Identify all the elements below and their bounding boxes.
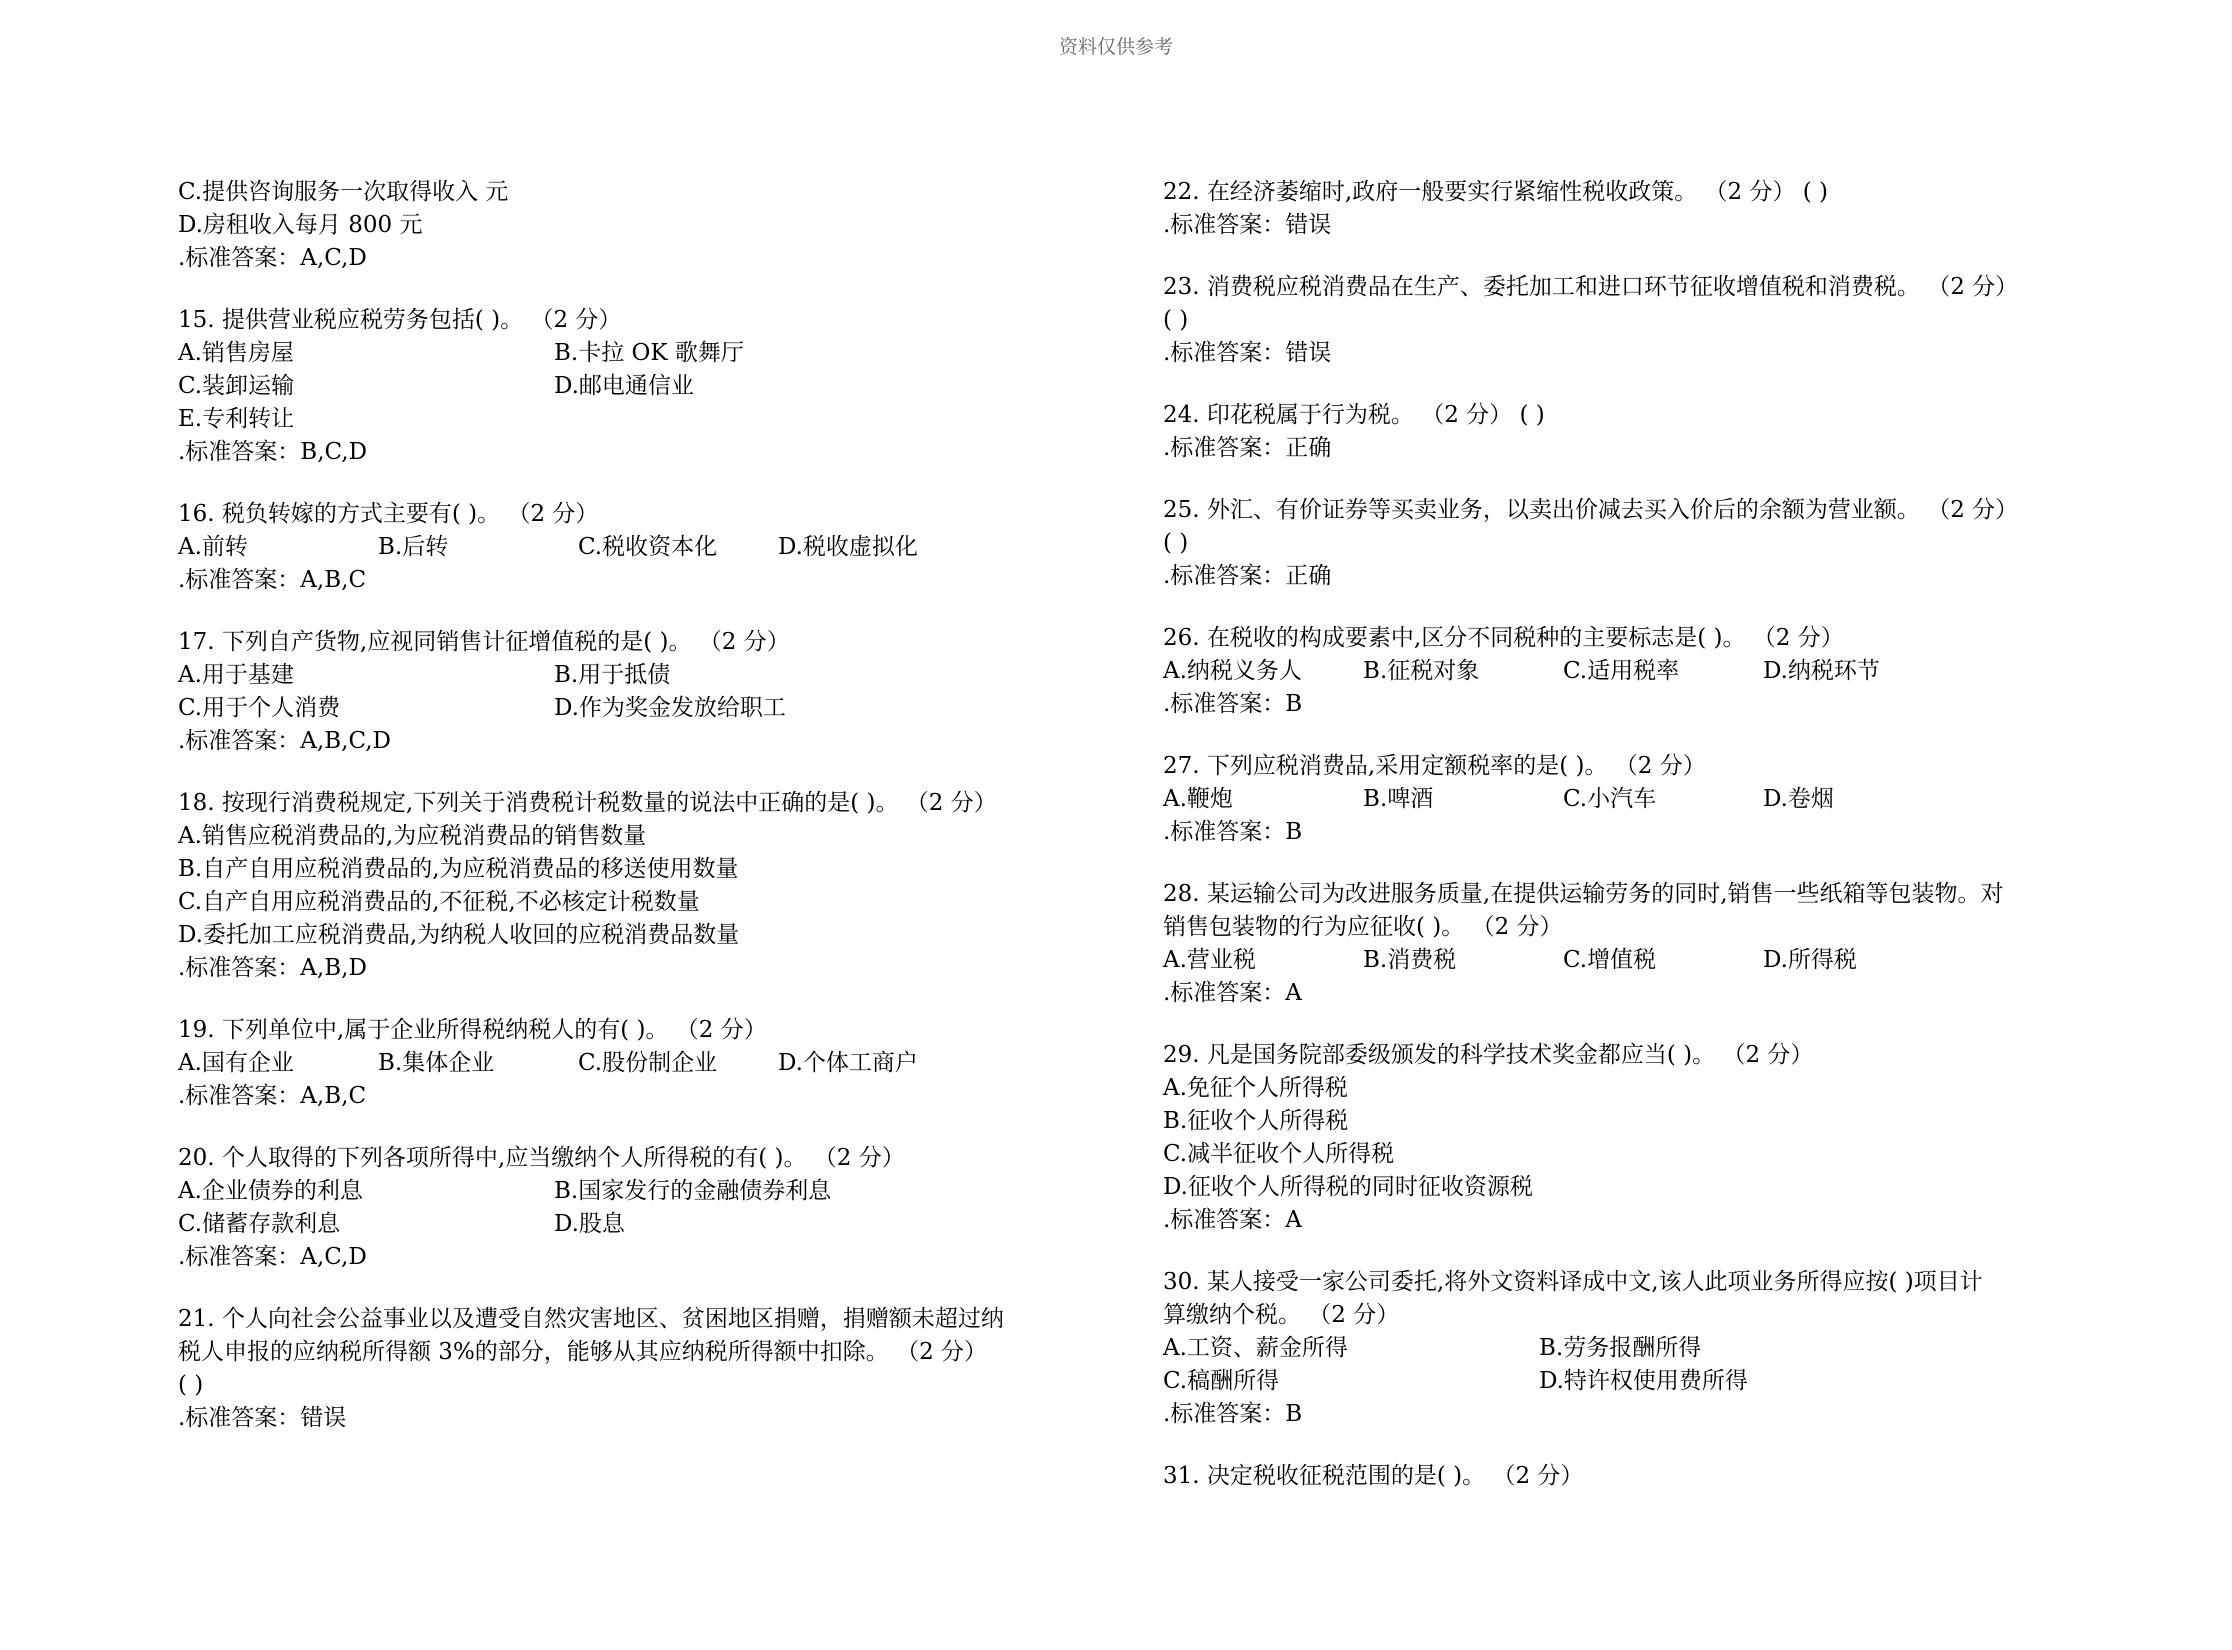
- option-item: D.委托加工应税消费品,为纳税人收回的应税消费品数量: [178, 922, 740, 948]
- option-item: A.企业债券的利息: [178, 1178, 363, 1204]
- spacer: [178, 985, 1083, 1014]
- standard-answer: .标准答案：B: [1163, 691, 1303, 717]
- options-row: [1163, 783, 2083, 816]
- standard-answer: .标准答案：错误: [1163, 212, 1332, 238]
- spacer: [178, 758, 1083, 787]
- option-item: A.销售房屋: [178, 340, 294, 366]
- options-row: [178, 659, 1083, 692]
- spacer: [178, 469, 1083, 498]
- spacer: [1163, 849, 2083, 878]
- question-text: 24. 印花税属于行为税。 （2 分） ( ): [1163, 402, 1545, 428]
- option-item: C.增值税: [1563, 947, 1657, 973]
- text-line: 销售包装物的行为应征收( )。 （2 分）: [1163, 914, 1563, 940]
- options-row: [178, 337, 1083, 370]
- question-text: 22. 在经济萎缩时,政府一般要实行紧缩性税收政策。 （2 分） ( ): [1163, 179, 1829, 205]
- option-item: B.卡拉 OK 歌舞厅: [554, 340, 744, 366]
- text-line: 税人申报的应纳税所得额 3%的部分，能够从其应纳税所得额中扣除。 （2 分）: [178, 1339, 988, 1365]
- question-text: 19. 下列单位中,属于企业所得税纳税人的有( )。 （2 分）: [178, 1017, 767, 1043]
- page-header: 资料仅供参考: [1058, 36, 1173, 58]
- option-item: A.免征个人所得税: [1163, 1075, 1348, 1101]
- option-item: B.啤酒: [1363, 786, 1434, 812]
- option-item: B.后转: [378, 534, 449, 560]
- spacer: [1163, 721, 2083, 750]
- options-row: [178, 692, 1083, 725]
- standard-answer: .标准答案：B: [1163, 819, 1303, 845]
- spacer: [178, 1274, 1083, 1303]
- option-item: D.纳税环节: [1763, 658, 1880, 684]
- spacer: [178, 275, 1083, 304]
- option-item: C.装卸运输: [178, 373, 295, 399]
- option-item: D.房租收入每月 800 元: [178, 212, 423, 238]
- standard-answer: .标准答案：A,B,C,D: [178, 728, 391, 754]
- option-item: B.集体企业: [378, 1050, 495, 1076]
- standard-answer: .标准答案：正确: [1163, 563, 1332, 589]
- options-row: [1163, 1365, 2083, 1398]
- question-text: 18. 按现行消费税规定,下列关于消费税计税数量的说法中正确的是( )。 （2 分）: [178, 790, 997, 816]
- option-item: A.纳税义务人: [1163, 658, 1302, 684]
- option-item: C.小汽车: [1563, 786, 1657, 812]
- option-item: A.鞭炮: [1163, 786, 1233, 812]
- question-text: 30. 某人接受一家公司委托,将外文资料译成中文,该人此项业务所得应按( )项目计: [1163, 1269, 1983, 1295]
- option-item: B.征税对象: [1363, 658, 1480, 684]
- standard-answer: .标准答案：正确: [1163, 435, 1332, 461]
- option-item: D.作为奖金发放给职工: [554, 695, 786, 721]
- spacer: [1163, 465, 2083, 494]
- question-text: 28. 某运输公司为改进服务质量,在提供运输劳务的同时,销售一些纸箱等包装物。对: [1163, 881, 2004, 907]
- option-item: B.劳务报酬所得: [1539, 1335, 1702, 1361]
- standard-answer: .标准答案：A,C,D: [178, 1244, 367, 1270]
- question-text: 23. 消费税应税消费品在生产、委托加工和进口环节征收增值税和消费税。 （2 分）: [1163, 274, 2019, 300]
- option-item: B.用于抵债: [554, 662, 671, 688]
- spacer: [1163, 1431, 2083, 1460]
- options-row: [178, 1175, 1083, 1208]
- option-item: B.消费税: [1363, 947, 1457, 973]
- option-item: B.征收个人所得税: [1163, 1108, 1349, 1134]
- option-item: E.专利转让: [178, 406, 295, 432]
- answer-bracket: ( ): [1163, 307, 1189, 333]
- spacer: [1163, 242, 2083, 271]
- option-item: A.国有企业: [178, 1050, 294, 1076]
- text-line: 算缴纳个税。 （2 分）: [1163, 1302, 1400, 1328]
- option-item: C.稿酬所得: [1163, 1368, 1280, 1394]
- question-text: 17. 下列自产货物,应视同销售计征增值税的是( )。 （2 分）: [178, 629, 790, 655]
- option-item: B.国家发行的金融债券利息: [554, 1178, 832, 1204]
- option-item: A.销售应税消费品的,为应税消费品的销售数量: [178, 823, 647, 849]
- spacer: [1163, 370, 2083, 399]
- option-item: C.储蓄存款利息: [178, 1211, 341, 1237]
- options-row: [1163, 944, 2083, 977]
- option-item: A.前转: [178, 534, 248, 560]
- question-text: 25. 外汇、有价证券等买卖业务，以卖出价减去买入价后的余额为营业额。 （2 分）: [1163, 497, 2019, 523]
- option-item: C.适用税率: [1563, 658, 1680, 684]
- option-item: D.税收虚拟化: [778, 534, 918, 560]
- options-row: [1163, 655, 2083, 688]
- options-row: [178, 1047, 1083, 1080]
- option-item: C.减半征收个人所得税: [1163, 1141, 1395, 1167]
- question-text: 15. 提供营业税应税劳务包括( )。 （2 分）: [178, 307, 622, 333]
- option-item: D.特许权使用费所得: [1539, 1368, 1748, 1394]
- option-item: D.邮电通信业: [554, 373, 694, 399]
- left-column: [178, 176, 1083, 1435]
- question-text: 29. 凡是国务院部委级颁发的科学技术奖金都应当( )。 （2 分）: [1163, 1042, 1814, 1068]
- standard-answer: .标准答案：错误: [1163, 340, 1332, 366]
- option-item: D.征收个人所得税的同时征收资源税: [1163, 1174, 1533, 1200]
- option-item: A.工资、薪金所得: [1163, 1335, 1348, 1361]
- standard-answer: .标准答案：B: [1163, 1401, 1303, 1427]
- answer-bracket: ( ): [1163, 530, 1189, 556]
- option-item: C.用于个人消费: [178, 695, 341, 721]
- options-row: [178, 531, 1083, 564]
- option-item: A.营业税: [1163, 947, 1256, 973]
- standard-answer: .标准答案：A,B,D: [178, 955, 367, 981]
- question-text: 26. 在税收的构成要素中,区分不同税种的主要标志是( )。 （2 分）: [1163, 625, 1844, 651]
- option-item: C.自产自用应税消费品的,不征税,不必核定计税数量: [178, 889, 700, 915]
- standard-answer: .标准答案：A: [1163, 1207, 1302, 1233]
- options-row: [178, 370, 1083, 403]
- question-text: 31. 决定税收征税范围的是( )。 （2 分）: [1163, 1463, 1584, 1489]
- standard-answer: .标准答案：B,C,D: [178, 439, 368, 465]
- right-column: [1163, 176, 2083, 1493]
- option-item: C.提供咨询服务一次取得收入 元: [178, 179, 509, 205]
- option-item: D.所得税: [1763, 947, 1857, 973]
- option-item: D.股息: [554, 1211, 625, 1237]
- question-text: 16. 税负转嫁的方式主要有( )。 （2 分）: [178, 501, 599, 527]
- spacer: [1163, 1010, 2083, 1039]
- question-text: 27. 下列应税消费品,采用定额税率的是( )。 （2 分）: [1163, 753, 1706, 779]
- standard-answer: .标准答案：A,C,D: [178, 245, 367, 271]
- answer-bracket: ( ): [178, 1372, 204, 1398]
- option-item: D.卷烟: [1763, 786, 1834, 812]
- question-text: 20. 个人取得的下列各项所得中,应当缴纳个人所得税的有( )。 （2 分）: [178, 1145, 905, 1171]
- option-item: B.自产自用应税消费品的,为应税消费品的移送使用数量: [178, 856, 739, 882]
- option-item: C.股份制企业: [578, 1050, 718, 1076]
- options-row: [1163, 1332, 2083, 1365]
- standard-answer: .标准答案：A,B,C: [178, 567, 367, 593]
- option-item: D.个体工商户: [778, 1050, 918, 1076]
- spacer: [1163, 1237, 2083, 1266]
- standard-answer: .标准答案：错误: [178, 1405, 347, 1431]
- options-row: [178, 1208, 1083, 1241]
- spacer: [178, 597, 1083, 626]
- standard-answer: .标准答案：A,B,C: [178, 1083, 367, 1109]
- spacer: [178, 1113, 1083, 1142]
- question-text: 21. 个人向社会公益事业以及遭受自然灾害地区、贫困地区捐赠，捐赠额未超过纳: [178, 1306, 1004, 1332]
- standard-answer: .标准答案：A: [1163, 980, 1302, 1006]
- option-item: C.税收资本化: [578, 534, 718, 560]
- option-item: A.用于基建: [178, 662, 294, 688]
- spacer: [1163, 593, 2083, 622]
